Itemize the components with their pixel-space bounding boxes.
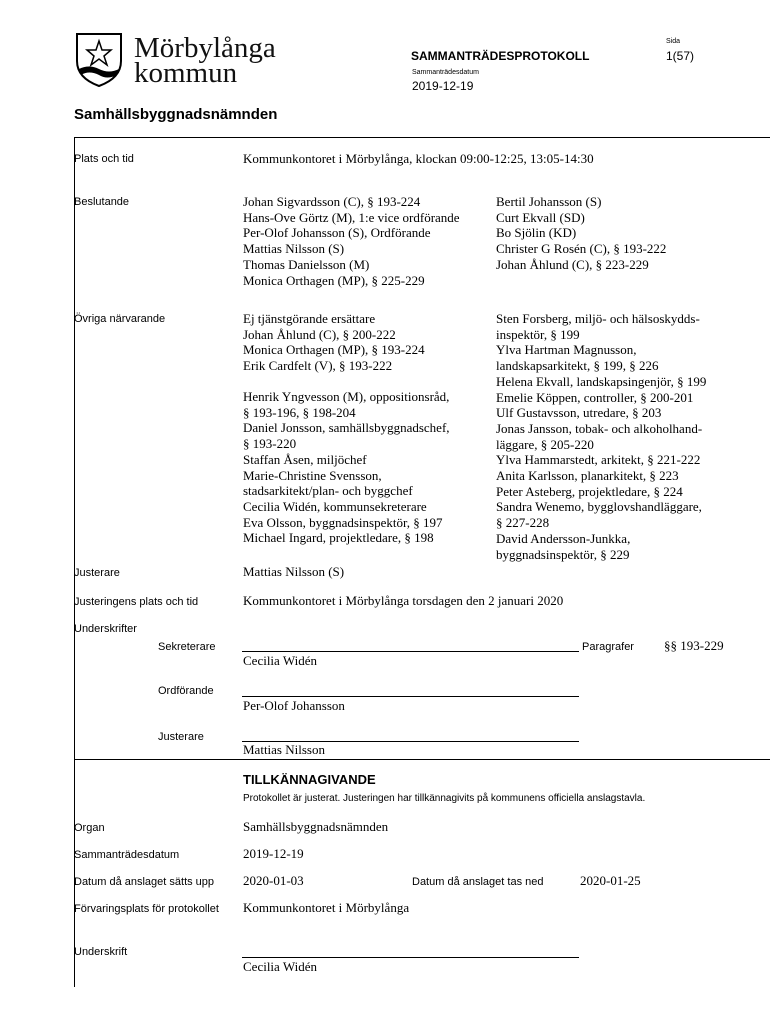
list-item: Michael Ingard, projektledare, § 198 bbox=[243, 530, 434, 546]
list-item: § 193-220 bbox=[243, 436, 297, 452]
datum-label: Sammanträdesdatum bbox=[74, 849, 180, 861]
anslag-satts-label: Datum då anslaget sätts upp bbox=[74, 876, 215, 888]
list-item: landskapsarkitekt, § 199, § 226 bbox=[496, 358, 659, 374]
list-item: stadsarkitekt/plan- och byggchef bbox=[243, 483, 413, 499]
list-item: Anita Karlsson, planarkitekt, § 223 bbox=[496, 468, 679, 484]
list-item: Johan Sigvardsson (C), § 193-224 bbox=[243, 194, 421, 209]
list-item: Monica Orthagen (MP), § 225-229 bbox=[243, 272, 425, 288]
underskrift-label: Underskrift bbox=[74, 946, 128, 958]
list-item: Sten Forsberg, miljö- och hälsoskydds- bbox=[496, 311, 700, 326]
list-item: Sandra Wenemo, bygglovshandläggare, bbox=[496, 499, 702, 515]
sekreterare-name: Cecilia Widén bbox=[243, 653, 317, 668]
beslutande-left bbox=[243, 194, 460, 288]
top-rule bbox=[74, 137, 770, 138]
list-item: Per-Olof Johansson (S), Ordförande bbox=[243, 225, 431, 241]
meeting-date-label: Sammanträdesdatum bbox=[412, 69, 479, 76]
list-item: Hans-Ove Görtz (M), 1:e vice ordförande bbox=[243, 209, 460, 225]
list-item: Johan Åhlund (C), § 200-222 bbox=[243, 326, 396, 342]
ordforande-label: Ordförande bbox=[158, 685, 214, 697]
list-item: Helena Ekvall, landskapsingenjör, § 199 bbox=[496, 373, 707, 389]
anslag-satts-value: 2020-01-03 bbox=[243, 873, 304, 888]
plats-label: Plats och tid bbox=[74, 153, 134, 165]
ovriga-label: Övriga närvarande bbox=[74, 313, 166, 325]
paragrafer-value: §§ 193-229 bbox=[664, 638, 724, 653]
list-item: Mattias Nilsson (S) bbox=[243, 241, 345, 257]
protocol-title: SAMMANTRÄDESPROTOKOLL bbox=[411, 49, 590, 63]
tillkannagivande-title: TILLKÄNNAGIVANDE bbox=[243, 772, 376, 787]
justeringens-label: Justeringens plats och tid bbox=[74, 596, 199, 608]
list-item: Erik Cardfelt (V), § 193-222 bbox=[243, 358, 393, 374]
list-item: inspektör, § 199 bbox=[496, 326, 580, 342]
committee-title: Samhällsbyggnadsnämnden bbox=[74, 106, 278, 123]
justerare-sign-label: Justerare bbox=[158, 731, 204, 743]
sekreterare-signature-line bbox=[242, 651, 579, 652]
list-item: Eva Olsson, byggnadsinspektör, § 197 bbox=[243, 514, 443, 530]
list-item: Curt Ekvall (SD) bbox=[496, 209, 585, 225]
list-item: Staffan Åsen, miljöchef bbox=[243, 451, 367, 467]
sekreterare-label: Sekreterare bbox=[158, 641, 216, 653]
list-item: Monica Orthagen (MP), § 193-224 bbox=[243, 342, 425, 358]
list-item: § 193-196, § 198-204 bbox=[243, 404, 356, 420]
underskrift-name: Cecilia Widén bbox=[243, 959, 317, 974]
datum-value: 2019-12-19 bbox=[243, 846, 304, 861]
list-item: Marie-Christine Svensson, bbox=[243, 467, 382, 483]
list-item: Jonas Jansson, tobak- och alkoholhand- bbox=[496, 420, 703, 436]
list-item: Daniel Jonsson, samhällsbyggnadschef, bbox=[243, 420, 450, 436]
list-item: byggnadsinspektör, § 229 bbox=[496, 546, 630, 562]
municipality-logo bbox=[74, 31, 274, 87]
section-rule bbox=[74, 759, 770, 760]
list-item: Johan Åhlund (C), § 223-229 bbox=[496, 256, 649, 272]
ovriga-left-a bbox=[243, 311, 425, 374]
justeringens-value: Kommunkontoret i Mörbylånga torsdagen den 2 januari 2020 bbox=[243, 593, 564, 608]
tillkannagivande-text: Protokollet är justerat. Justeringen har tillkännagivits på kommunens officiella anslagstavla. bbox=[243, 793, 646, 804]
list-item: Cecilia Widén, kommunsekreterare bbox=[243, 498, 427, 514]
list-item: § 227-228 bbox=[496, 515, 550, 531]
list-item: Ej tjänstgörande ersättare bbox=[243, 311, 376, 326]
page-number: 1(57) bbox=[666, 49, 695, 63]
paragrafer-label: Paragrafer bbox=[582, 641, 634, 653]
underskrift-signature-line bbox=[242, 957, 579, 958]
coat-of-arms-icon bbox=[74, 31, 124, 87]
list-item: Ulf Gustavsson, utredare, § 203 bbox=[496, 405, 662, 421]
list-item: Peter Asteberg, projektledare, § 224 bbox=[496, 483, 683, 499]
list-item: Emelie Köppen, controller, § 200-201 bbox=[496, 389, 694, 405]
forvaring-value: Kommunkontoret i Mörbylånga bbox=[243, 900, 410, 915]
ovriga-right bbox=[496, 311, 706, 562]
plats-value: Kommunkontoret i Mörbylånga, klockan 09:00-12:25, 13:05-14:30 bbox=[243, 151, 594, 166]
meeting-date: 2019-12-19 bbox=[412, 79, 474, 93]
list-item: Christer G Rosén (C), § 193-222 bbox=[496, 241, 667, 257]
justerare-sign-name: Mattias Nilsson bbox=[243, 742, 325, 757]
list-item: Ylva Hartman Magnusson, bbox=[496, 342, 637, 358]
list-item: Bertil Johansson (S) bbox=[496, 194, 602, 209]
beslutande-right bbox=[496, 194, 666, 273]
forvaring-label: Förvaringsplats för protokollet bbox=[74, 903, 219, 915]
list-item: Ylva Hammarstedt, arkitekt, § 221-222 bbox=[496, 452, 701, 468]
organ-label: Organ bbox=[74, 822, 105, 834]
anslag-tas-value: 2020-01-25 bbox=[580, 873, 641, 888]
justerare-label: Justerare bbox=[74, 567, 120, 579]
ovriga-left-b bbox=[243, 389, 450, 546]
anslag-tas-label: Datum då anslaget tas ned bbox=[412, 876, 544, 888]
list-item: Bo Sjölin (KD) bbox=[496, 225, 577, 241]
list-item: Henrik Yngvesson (M), oppositionsråd, bbox=[243, 389, 450, 404]
list-item: David Andersson-Junkka, bbox=[496, 530, 631, 546]
beslutande-label: Beslutande bbox=[74, 196, 130, 208]
justerare-value: Mattias Nilsson (S) bbox=[243, 564, 345, 579]
logo-line-1: Mörbylånga bbox=[134, 32, 276, 64]
list-item: Thomas Danielsson (M) bbox=[243, 256, 370, 272]
ordforande-signature-line bbox=[242, 696, 579, 697]
page-label: Sida bbox=[666, 38, 681, 45]
list-item: läggare, § 205-220 bbox=[496, 436, 594, 452]
organ-value: Samhällsbyggnadsnämnden bbox=[243, 819, 389, 834]
ordforande-name: Per-Olof Johansson bbox=[243, 698, 345, 713]
logo-line-2: kommun bbox=[134, 57, 238, 89]
underskrifter-label: Underskrifter bbox=[74, 623, 137, 635]
